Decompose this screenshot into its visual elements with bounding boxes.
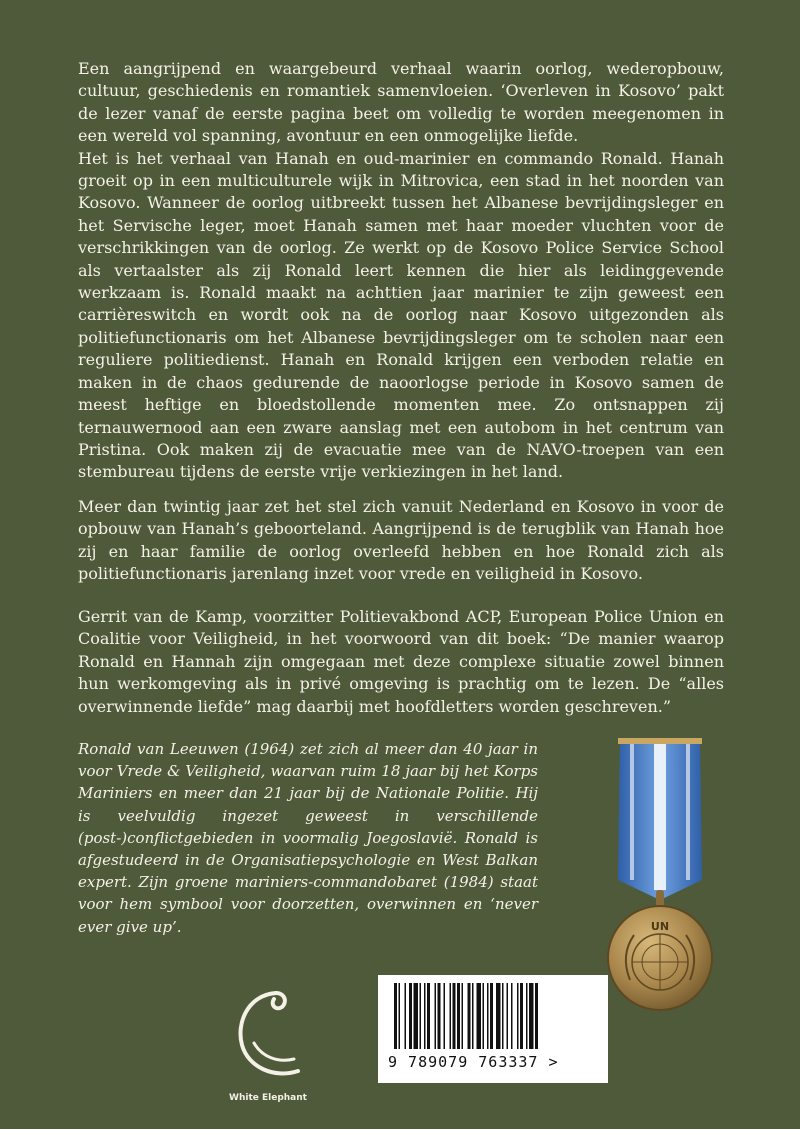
medal-disc <box>608 906 712 1010</box>
foreword-quote: Gerrit van de Kamp, voorzitter Politievakbond ACP, European Police Union en Coalitie voor Veiligheid, in het voorwoord van dit boek: “De manier waarop Ronald en Hannah zijn omgegaan met deze complexe situatie zowel binnen hun werkomgeving als in privé omgeving is prachtig om te lezen. De “alles overwinnende liefde” mag daarbij met hoofdletters worden geschreven.” <box>78 607 724 716</box>
barcode-bar <box>502 983 504 1049</box>
barcode-bar <box>399 983 401 1049</box>
barcode-bar <box>405 983 407 1049</box>
barcode-bar <box>483 983 485 1049</box>
barcode-bar <box>435 983 437 1049</box>
barcode-bar <box>490 983 493 1049</box>
summary-paragraph: Meer dan twintig jaar zet het stel zich vanuit Nederland en Kosovo in voor de opbouw van Hanah’s geboorteland. Aangrijpend is de terugblik van Hanah hoe zij en haar familie de oorlog overleefd hebben en hoe Ronald zich als politiefunctionaris jarenlang inzet voor vrede en veiligheid in Kosovo. <box>78 497 724 584</box>
barcode-bar <box>424 983 426 1049</box>
barcode-bar <box>450 983 452 1049</box>
medal-ribbon <box>618 738 702 900</box>
medal-inscription: UN <box>650 920 670 933</box>
barcode-bar <box>427 983 430 1049</box>
barcode-bar <box>535 983 538 1049</box>
barcode-bar <box>496 983 501 1049</box>
barcode-bar <box>438 983 441 1049</box>
barcode-bar <box>526 983 528 1049</box>
barcode-bar <box>394 983 397 1049</box>
barcode-bar <box>420 983 422 1049</box>
barcode-bar <box>477 983 482 1049</box>
barcode-bar <box>414 983 419 1049</box>
barcode-bar <box>457 983 460 1049</box>
author-bio: Ronald van Leeuwen (1964) zet zich al meer dan 40 jaar in voor Vrede & Veiligheid, waarvan ruim 18 jaar bij het Korps Mariniers en meer dan 21 jaar bij de Nationale Politie. Hij is veelvuldig ingezet geweest in verschillende (post-)conflictgebieden in voormalig Joegoslavië. Ronald is afgestudeerd in de Organisatiepsychologie en West Balkan expert. Zijn groene mariniers-commandobaret (1984) staat voor hem symbool voor doorzetten, overwinnen en ‘never ever give up’. <box>78 740 538 936</box>
isbn-barcode <box>378 975 608 1083</box>
barcode-bar <box>487 983 489 1049</box>
barcode-bar <box>462 983 464 1049</box>
barcode-bar <box>409 983 412 1049</box>
isbn-number: 9 789079 763337 > <box>388 1053 559 1071</box>
barcode-bars <box>392 983 594 1049</box>
synopsis-text: Een aangrijpend en waargebeurd verhaal waarin oorlog, wederopbouw, cultuur, geschiedenis en romantiek samenvloeien. ‘Overleven in Kosovo’ pakt de lezer vanaf de eerste pagina beet om volledig te worden meegenomen in een wereld vol spanning, avontuur en een onmogelijke liefde. Het is het verhaal van Hanah en oud-marinier en commando Ronald. Hanah groeit op in een multiculturele wijk in Mitrovica, een stad in het noorden van Kosovo. Wanneer de oorlog uitbreekt tussen het Albanese bevrijdingsleger en het Servische leger, moet Hanah samen met haar moeder vluchten voor de verschrikkingen van de oorlog. Ze werkt op de Kosovo Police Service School als vertaalster als zij Ronald leert kennen die hier als leidinggevende werkzaam is. Ronald maakt na achttien jaar marinier te zijn geweest een carrièreswitch en wordt ook na de oorlog naar Kosovo uitgezonden als politiefunctionaris om het Albanese bevrijdingsleger om te scholen naar een reguliere politiedienst. Hanah en Ronald krijgen een verboden relatie en maken in de chaos gedurende de naoorlogse periode in Kosovo samen de meest heftige en bloedstollende momenten mee. Zo ontsnappen zij ternauwernood aan een zware aanslag met een autobom in het centrum van Pristina. Ook maken zij de evacuatie mee van de NAVO-troepen van een stembureau tijdens de eerste vrije verkiezingen in het land. <box>78 59 724 482</box>
elephant-trunk-icon <box>218 983 318 1093</box>
barcode-bar <box>520 983 523 1049</box>
un-medal-image <box>590 730 730 1030</box>
barcode-bar <box>517 983 519 1049</box>
barcode-bar <box>511 983 513 1049</box>
publisher-name: White Elephant <box>229 1093 307 1103</box>
barcode-bar <box>468 983 471 1049</box>
barcode-bar <box>472 983 474 1049</box>
barcode-bar <box>529 983 534 1049</box>
barcode-bar <box>444 983 446 1049</box>
barcode-bar <box>507 983 509 1049</box>
barcode-bar <box>453 983 456 1049</box>
